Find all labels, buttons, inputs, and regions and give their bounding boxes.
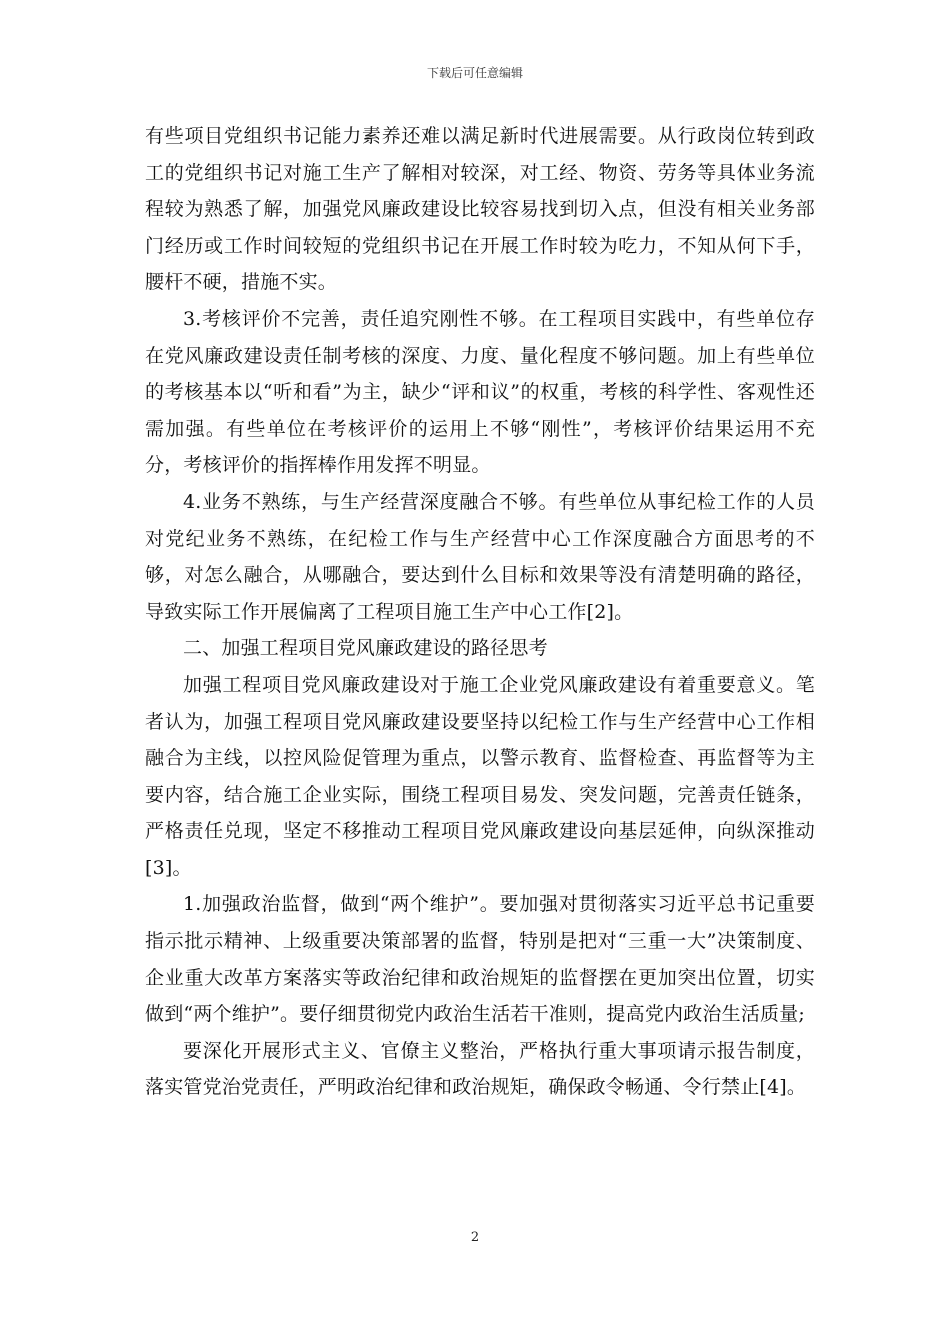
- page-header: 下载后可任意编辑: [426, 66, 523, 80]
- paragraph-7: 要深化开展形式主义、官僚主义整治，严格执行重大事项请示报告制度，落实管党治党责任，严明政治纪律和政治规矩，确保政令畅通、令行禁止[4]。: [145, 1039, 815, 1099]
- paragraph-2: 3.考核评价不完善，责任追究刚性不够。在工程项目实践中，有些单位存在党风廉政建设责任制考核的深度、力度、量化程度不够问题。加上有些单位的考核基本以“听和看”为主，缺少“评和议”的权重，考核的科学性、客观性还需加强。有些单位在考核评价的运用上不够“刚性”，考核评价结果运用不充分，考核评价的指挥棒作用发挥不明显。: [145, 307, 815, 477]
- page-number: 2: [470, 1230, 480, 1245]
- paragraph-1: 有些项目党组织书记能力素养还难以满足新时代进展需要。从行政岗位转到政工的党组织书记对施工生产了解相对较深，对工经、物资、劳务等具体业务流程较为熟悉了解，加强党风廉政建设比较容易找到切入点，但没有相关业务部门经历或工作时间较短的党组织书记在开展工作时较为吃力，不知从何下手，腰杆不硬，措施不实。: [145, 125, 815, 294]
- paragraph-5: 加强工程项目党风廉政建设对于施工企业党风廉政建设有着重要意义。笔者认为，加强工程项目党风廉政建设要坚持以纪检工作与生产经营中心工作相融合为主线，以控风险促管理为重点，以警示教育、监督检查、再监督等为主要内容，结合施工企业实际，围绕工程项目易发、突发问题，完善责任链条，严格责任兑现，坚定不移推动工程项目党风廉政建设向基层延伸，向纵深推动[3]。: [145, 673, 815, 879]
- paragraph-3: 4.业务不熟练，与生产经营深度融合不够。有些单位从事纪检工作的人员对党纪业务不熟练，在纪检工作与生产经营中心工作深度融合方面思考的不够，对怎么融合，从哪融合，要达到什么目标和效果等没有清楚明确的路径，导致实际工作开展偏离了工程项目施工生产中心工作[2]。: [145, 490, 815, 623]
- document-body: [145, 118, 815, 1106]
- section-heading: 二、加强工程项目党风廉政建设的路径思考: [183, 637, 548, 660]
- paragraph-6: 1.加强政治监督，做到“两个维护”。要加强对贯彻落实习近平总书记重要指示批示精神、上级重要决策部署的监督，特别是把对“三重一大”决策制度、企业重大改革方案落实等政治纪律和政治规矩的监督摆在更加突出位置，切实做到“两个维护”。要仔细贯彻党内政治生活若干准则，提高党内政治生活质量;: [145, 893, 815, 1026]
